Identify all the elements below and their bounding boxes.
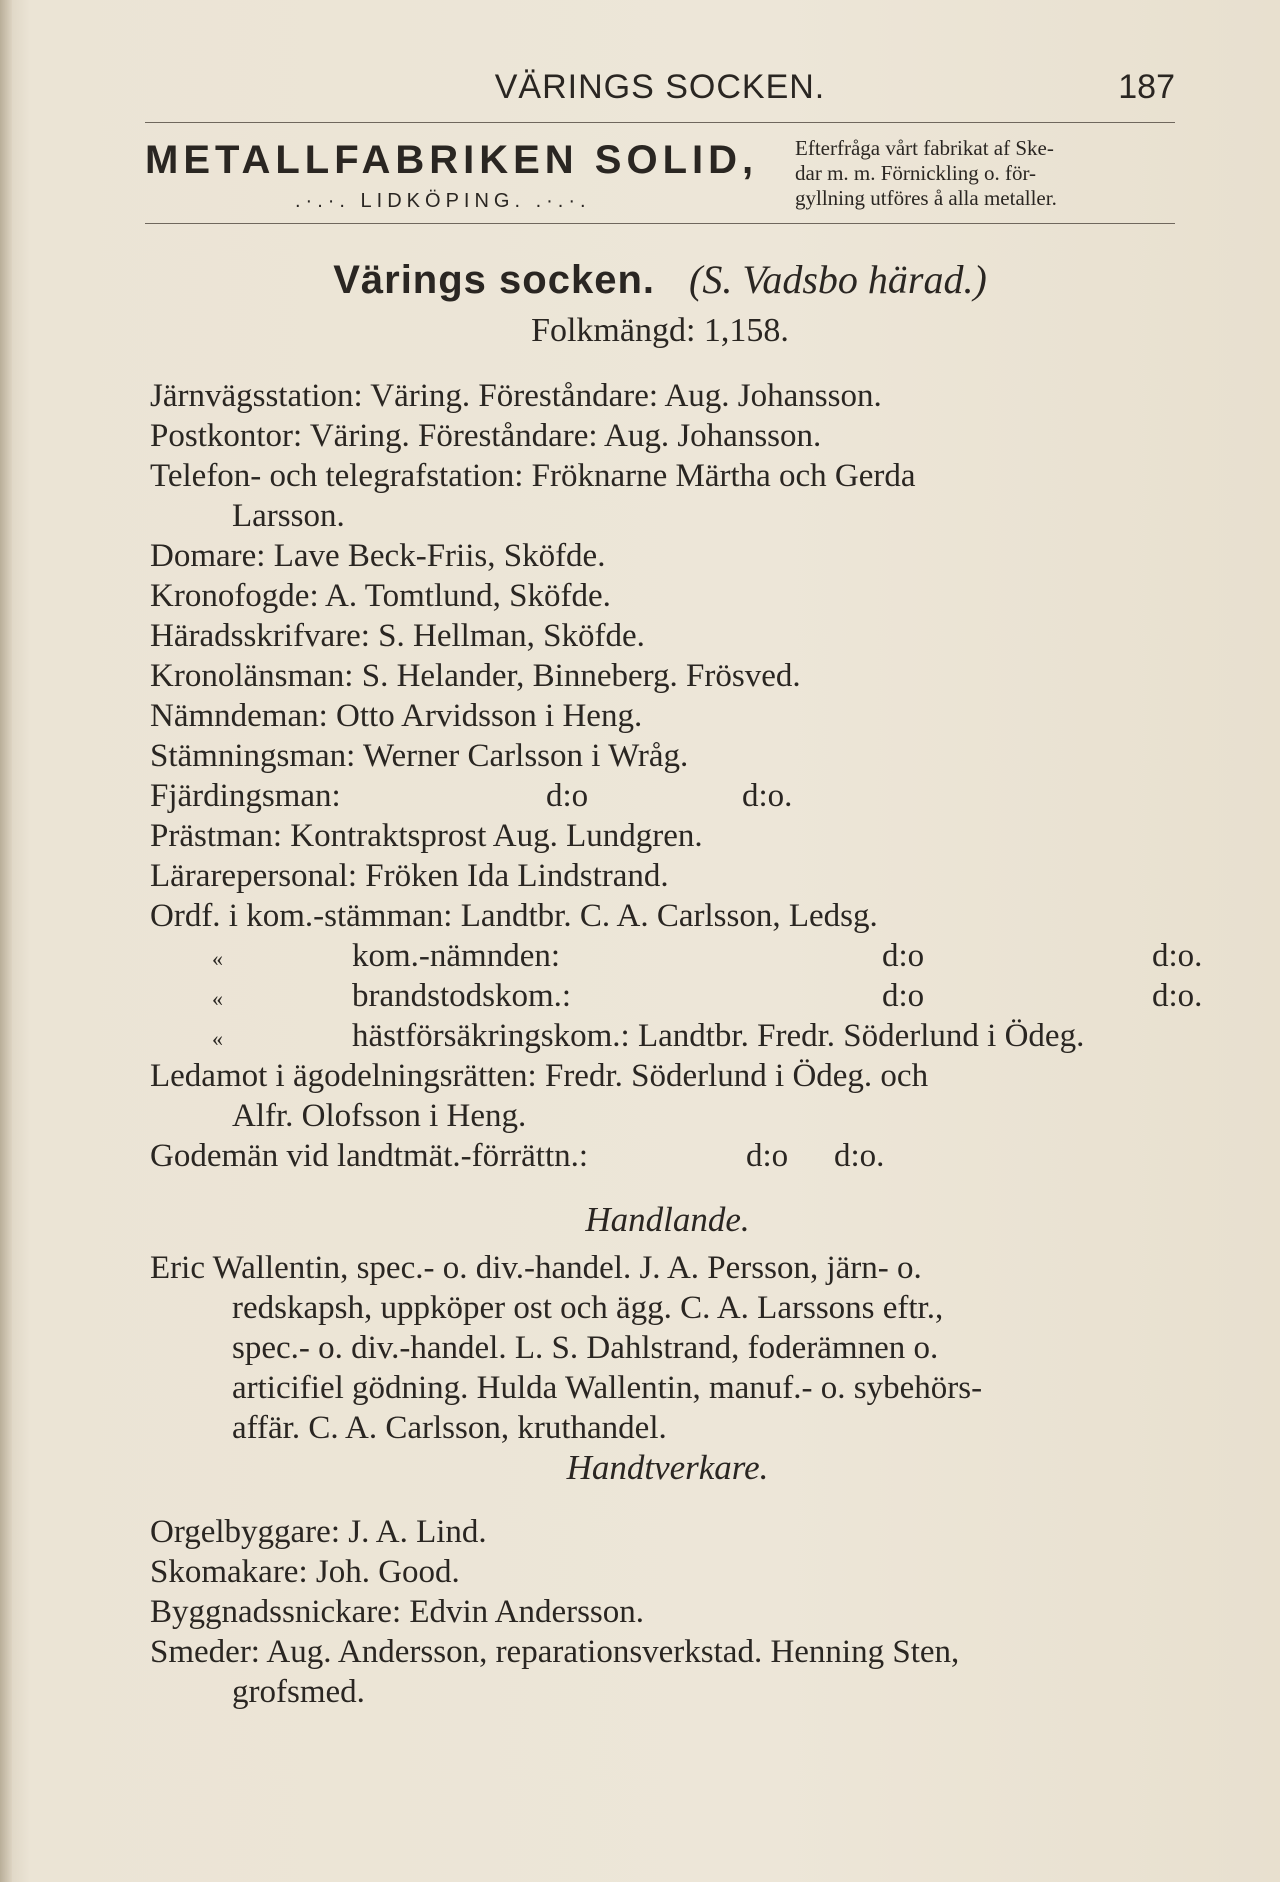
advertisement — [145, 132, 1175, 222]
page-spine-edge — [0, 0, 12, 1882]
spacer — [150, 1176, 1185, 1200]
advert-note — [795, 136, 1175, 211]
entry-line: Lärarepersonal: Fröken Ida Lindstrand. — [150, 858, 669, 894]
spacer — [150, 1240, 1185, 1248]
entry-line: Kronolänsman: S. Helander, Binneberg. Frösved. — [150, 658, 801, 694]
entry-line — [150, 976, 1203, 1016]
craftsman-line: Skomakare: Joh. Good. — [150, 1554, 460, 1590]
entry-line: Larsson. — [232, 498, 345, 534]
craftsman-line: Byggnadssnickare: Edvin Andersson. — [150, 1594, 645, 1630]
population: Folkmängd: 1,158. — [531, 312, 789, 349]
advert-note-line: dar m. m. Förnickling o. för- — [795, 161, 1037, 185]
advert-company: METALLFABRIKEN SOLID, — [145, 138, 759, 182]
ditto-mark: d:o — [546, 778, 589, 814]
top-rule — [145, 122, 1175, 123]
ditto-quote: « — [212, 986, 223, 1011]
entry-label: Godemän vid landtmät.-förrättn.: — [150, 1138, 589, 1174]
entry-line — [150, 1016, 1185, 1056]
entry-line: Ordf. i kom.-stämman: Landtbr. C. A. Carlsson, Ledsg. — [150, 898, 878, 934]
ditto-mark: d:o — [746, 1138, 789, 1174]
entry-label: kom.-nämnden: — [352, 938, 561, 974]
entry-line: Ledamot i ägodelningsrätten: Fredr. Söderlund i Ödeg. och — [150, 1058, 929, 1094]
entry-line: Prästman: Kontraktsprost Aug. Lundgren. — [150, 818, 703, 854]
handlande-line: Eric Wallentin, spec.- o. div.-handel. J. A. Persson, järn- o. — [150, 1250, 922, 1286]
entry-label: brandstodskom.: — [352, 978, 572, 1014]
advert-note-line: Efterfråga vårt fabrikat af Ske- — [795, 136, 1054, 160]
ditto-mark: d:o — [882, 938, 925, 974]
entry-line: Telefon- och telegrafstation: Fröknarne Märtha och Gerda — [150, 458, 916, 494]
parish-heading — [145, 256, 1175, 303]
main-text — [150, 376, 1203, 1712]
advert-bottom-rule — [145, 223, 1175, 224]
handlande-line: affär. C. A. Carlsson, kruthandel. — [232, 1410, 667, 1446]
entry-line: Alfr. Olofsson i Heng. — [232, 1098, 527, 1134]
section-heading-handlande: Handlande. — [585, 1200, 750, 1239]
entry-line: Postkontor: Väring. Föreståndare: Aug. Johansson. — [150, 418, 822, 454]
entry-line: Domare: Lave Beck-Friis, Sköfde. — [150, 538, 606, 574]
entry-label: hästförsäkringskom.: Landtbr. Fredr. Söderlund i Ödeg. — [352, 1018, 1085, 1054]
handlande-line: articifiel gödning. Hulda Wallentin, manuf.- o. sybehörs- — [232, 1370, 983, 1406]
craftsman-line: Orgelbyggare: J. A. Lind. — [150, 1514, 487, 1550]
ditto-mark: d:o. — [834, 1138, 885, 1174]
advert-note-line: gyllning utföres å alla metaller. — [795, 186, 1057, 210]
parish-district: (S. Vadsbo härad.) — [689, 257, 987, 302]
page-number: 187 — [1118, 68, 1175, 106]
ditto-quote: « — [212, 1026, 223, 1051]
handlande-line: spec.- o. div.-handel. L. S. Dahlstrand, foderämnen o. — [232, 1330, 939, 1366]
craftsman-line: Smeder: Aug. Andersson, reparationsverkstad. Henning Sten, — [150, 1634, 960, 1670]
ditto-quote: « — [212, 946, 223, 971]
running-head-title: VÄRINGS SOCKEN. — [494, 68, 826, 106]
ditto-mark: d:o. — [742, 778, 793, 814]
craftsman-line: grofsmed. — [232, 1674, 365, 1710]
entry-line — [150, 1136, 1185, 1176]
running-head — [145, 68, 1175, 118]
ditto-mark: d:o. — [1152, 978, 1203, 1014]
section-heading-handtverkare: Handtverkare. — [566, 1448, 769, 1487]
entry-label: Fjärdingsman: — [150, 778, 341, 814]
entry-line: Kronofogde: A. Tomtlund, Sköfde. — [150, 578, 611, 614]
parish-title: Värings socken. — [333, 258, 655, 302]
ditto-mark: d:o — [882, 978, 925, 1014]
entry-line: Järnvägsstation: Väring. Föreståndare: Aug. Johansson. — [150, 378, 882, 414]
advert-city: .·.·. LIDKÖPING. .·.·. — [295, 190, 591, 212]
ditto-mark: d:o. — [1152, 938, 1203, 974]
entry-line — [150, 776, 1185, 816]
handlande-line: redskapsh, uppköper ost och ägg. C. A. Larssons eftr., — [232, 1290, 944, 1326]
spacer — [150, 1488, 1185, 1512]
entry-line: Häradsskrifvare: S. Hellman, Sköfde. — [150, 618, 645, 654]
entry-line: Stämningsman: Werner Carlsson i Wråg. — [150, 738, 689, 774]
entry-line — [150, 936, 1203, 976]
entry-line: Nämndeman: Otto Arvidsson i Heng. — [150, 698, 643, 734]
